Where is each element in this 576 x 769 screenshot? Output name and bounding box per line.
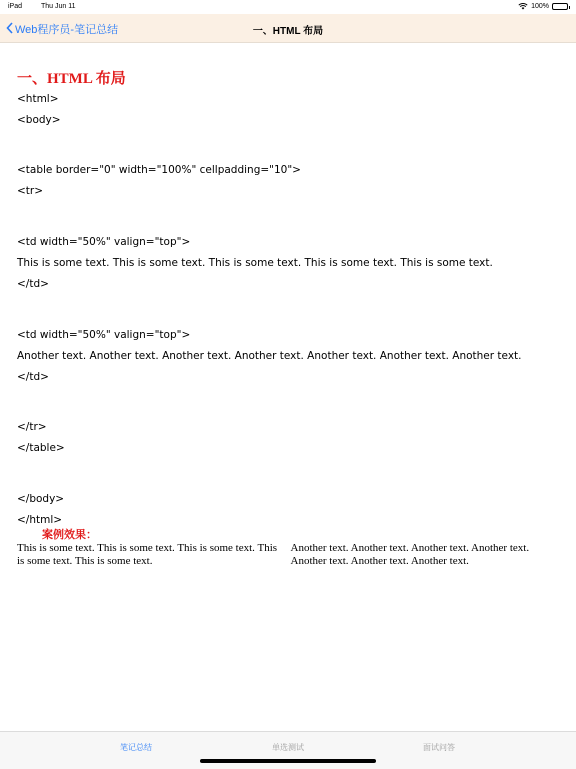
battery-percent: 100% bbox=[531, 2, 549, 10]
nav-title: 一、HTML 布局 bbox=[252, 26, 324, 37]
tab-bar bbox=[0, 731, 576, 769]
code-line: </body> bbox=[17, 493, 65, 505]
example-label: 案例效果： bbox=[42, 528, 97, 541]
code-line: <table border="0" width="100%" cellpadding="10"> bbox=[17, 164, 301, 176]
code-line: </table> bbox=[17, 442, 65, 454]
code-line: This is some text. This is some text. This is some text. This is some text. This is some text. bbox=[17, 257, 493, 269]
tab-notes-summary[interactable]: 笔记总结 bbox=[120, 743, 152, 752]
code-line: </td> bbox=[17, 278, 49, 290]
tab-interview-qa[interactable]: 面试问答 bbox=[423, 743, 455, 752]
status-time: iPad bbox=[8, 3, 23, 10]
navigation-bar bbox=[0, 14, 576, 43]
home-indicator[interactable] bbox=[200, 759, 376, 763]
example-cell-right: Another text. Another text. Another text. Another text. Another text. Another text. Another text. bbox=[290, 542, 530, 567]
back-button-label: Web程序员-笔记总结 bbox=[15, 24, 119, 36]
code-line: </tr> bbox=[17, 421, 47, 433]
battery-icon bbox=[552, 3, 568, 10]
example-table bbox=[17, 542, 562, 568]
code-line: <tr> bbox=[17, 185, 44, 197]
example-cell-left: This is some text. This is some text. This is some text. This is some text. This is some text. bbox=[17, 542, 278, 567]
code-line: </html> bbox=[17, 514, 63, 526]
status-right bbox=[518, 2, 568, 10]
code-line: <html> bbox=[17, 93, 59, 105]
status-date: Thu Jun 11 bbox=[41, 3, 76, 10]
code-line: <body> bbox=[17, 114, 61, 126]
code-line: <td width="50%" valign="top"> bbox=[17, 329, 191, 341]
code-line: </td> bbox=[17, 371, 49, 383]
wifi-icon bbox=[518, 2, 528, 10]
code-line: Another text. Another text. Another text. Another text. Another text. Another text. Another text. bbox=[17, 350, 522, 362]
tab-single-choice-test[interactable]: 单选测试 bbox=[272, 743, 304, 752]
code-line: <td width="50%" valign="top"> bbox=[17, 236, 191, 248]
section-title: 一、HTML 布局 bbox=[17, 71, 126, 87]
status-bar bbox=[0, 0, 576, 14]
